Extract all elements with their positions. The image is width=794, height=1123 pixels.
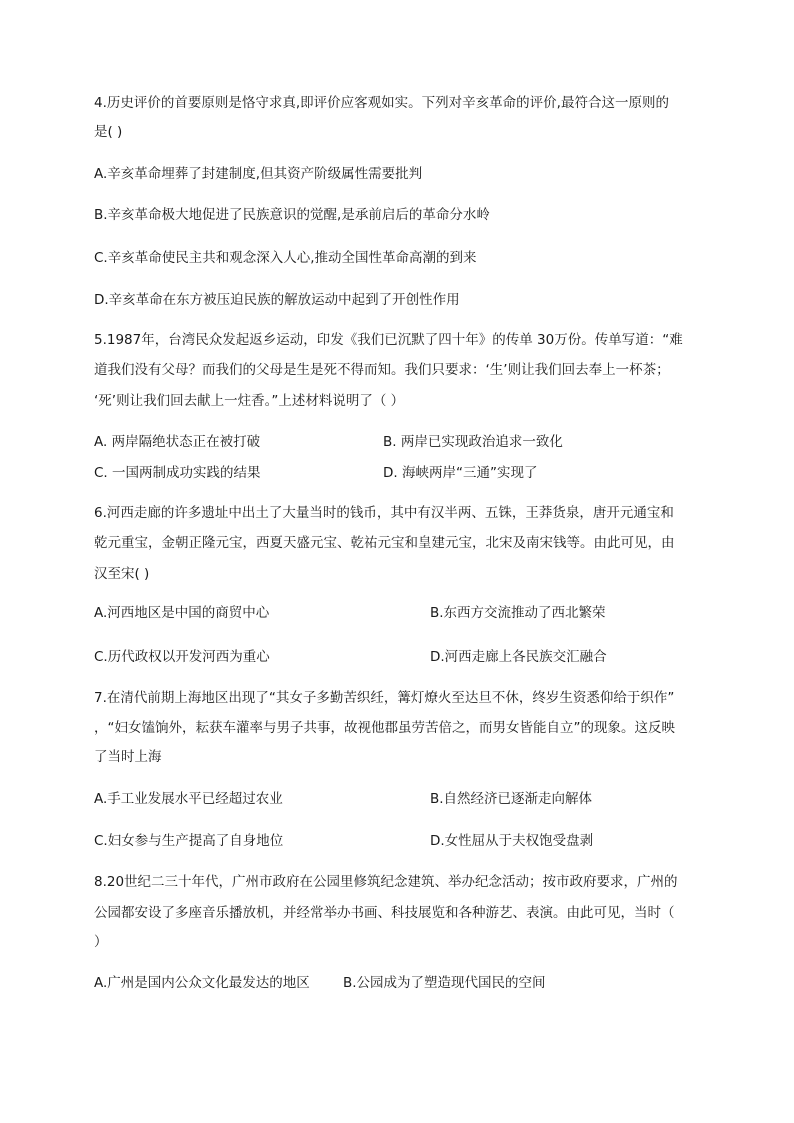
- q7-option-b: B.自然经济已逐渐走向解体: [430, 791, 593, 807]
- q4-option-c: C.辛亥革命使民主共和观念深入人心,推动全国性革命高潮的到来: [94, 250, 477, 266]
- q8-stem-line1: 8.20世纪二三十年代，广州市政府在公园里修筑纪念建筑、举办纪念活动；按市政府要求，广州的: [94, 874, 678, 890]
- q4-option-a: A.辛亥革命埋葬了封建制度,但其资产阶级属性需要批判: [94, 166, 423, 182]
- q6-stem-line2: 乾元重宝，金朝正隆元宝，西夏天盛元宝、乾祐元宝和皇建元宝，北宋及南宋钱等。由此可见，由: [94, 535, 675, 551]
- q8-stem-line2: 公园都安设了多座音乐播放机，并经常举办书画、科技展览和各种游艺、表演。由此可见，当时（: [94, 905, 675, 921]
- q4-stem-line1: 4.历史评价的首要原则是恪守求真,即评价应客观如实。下列对辛亥革命的评价,最符合这一原则的: [94, 95, 669, 111]
- q6-option-b: B.东西方交流推动了西北繁荣: [430, 605, 606, 621]
- q7-stem-line3: 了当时上海: [94, 749, 162, 765]
- q5-stem-line2: 道我们没有父母？而我们的父母是生是死不得而知。我们只要求：‘生’则让我们回去奉上一杯茶；: [94, 362, 670, 378]
- q7-option-c: C.妇女参与生产提高了自身地位: [94, 833, 284, 849]
- q5-option-c: C. 一国两制成功实践的结果: [94, 465, 261, 481]
- q6-option-a: A.河西地区是中国的商贸中心: [94, 605, 270, 621]
- q7-option-a: A.手工业发展水平已经超过农业: [94, 791, 283, 807]
- q8-stem-line3: ）: [94, 934, 108, 950]
- q7-stem-line1: 7.在清代前期上海地区出现了“其女子多勤苦织纴，篝灯燎火至达旦不休，终岁生资悉仰给于织作”: [94, 690, 675, 706]
- q5-stem-line1: 5.1987年，台湾民众发起返乡运动，印发《我们已沉默了四十年》的传单 30万份。传单写道：“难: [94, 332, 683, 348]
- q5-stem-line3: ‘死’则让我们回去献上一炷香。”上述材料说明了（ ）: [94, 393, 405, 409]
- q8-option-b: B.公园成为了塑造现代国民的空间: [343, 975, 546, 991]
- q6-option-c: C.历代政权以开发河西为重心: [94, 649, 270, 665]
- q4-option-b: B.辛亥革命极大地促进了民族意识的觉醒,是承前启后的革命分水岭: [94, 207, 490, 223]
- q8-option-a: A.广州是国内公众文化最发达的地区: [94, 975, 310, 991]
- q5-option-d: D. 海峡两岸“三通”实现了: [383, 465, 538, 481]
- q5-option-b: B. 两岸已实现政治追求一致化: [383, 434, 563, 450]
- q4-stem-line2: 是( ): [94, 124, 123, 140]
- q6-stem-line3: 汉至宋( ): [94, 566, 150, 582]
- q5-option-a: A. 两岸隔绝状态正在被打破: [94, 434, 261, 450]
- q4-option-d: D.辛亥革命在东方被压迫民族的解放运动中起到了开创性作用: [94, 292, 460, 308]
- q6-option-d: D.河西走廊上各民族交汇融合: [430, 649, 607, 665]
- q6-stem-line1: 6.河西走廊的许多遗址中出土了大量当时的钱币，其中有汉半两、五铢，王莽货泉，唐开元通宝和: [94, 505, 674, 521]
- q7-option-d: D.女性屈从于夫权饱受盘剥: [430, 833, 594, 849]
- q7-stem-line2: ，“妇女馌饷外，耘获车灌率与男子共事，故视他郡虽劳苦倍之，而男女皆能自立”的现象。这反映: [94, 720, 675, 736]
